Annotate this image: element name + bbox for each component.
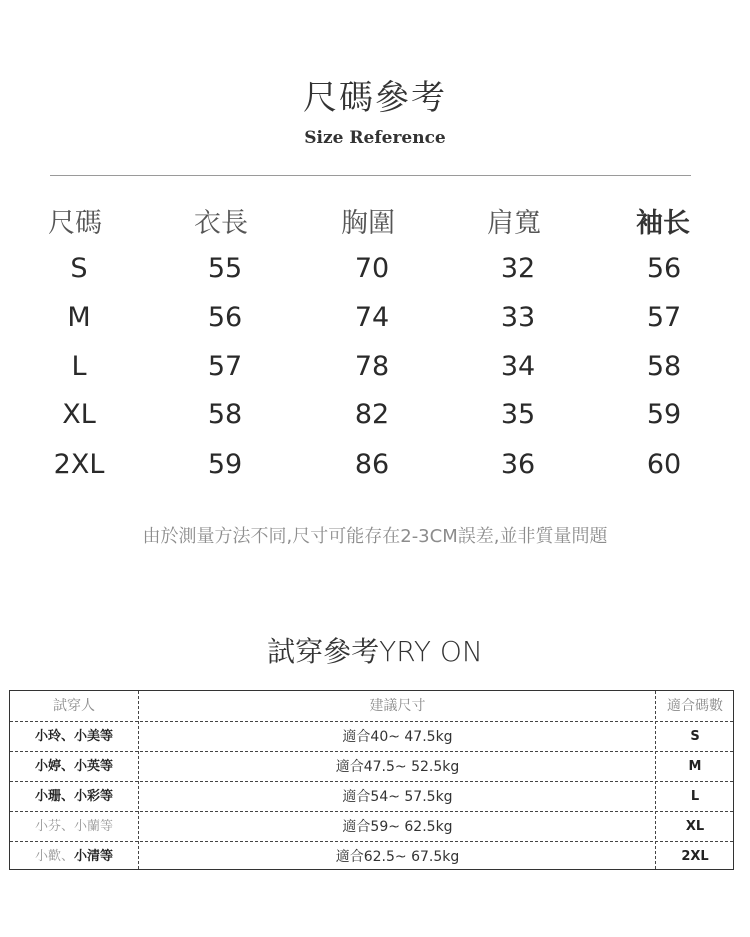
length-cell: 56	[207, 302, 243, 333]
tester-name: 小玲、小美等	[34, 729, 113, 744]
weight-range: 適合62.5~ 67.5kg	[335, 849, 460, 865]
shoulder-cell: 36	[500, 449, 536, 480]
measurement-note: 由於測量方法不同,尺寸可能存在2-3CM誤差,並非質量問題	[142, 526, 608, 547]
fit-size: XL	[685, 819, 705, 834]
tester-name-part: 小歡、	[34, 849, 74, 864]
header-sleeve: 袖长	[636, 208, 690, 239]
chest-cell: 78	[354, 351, 390, 382]
sleeve-cell: 60	[646, 449, 682, 480]
length-cell: 57	[207, 351, 243, 382]
tryon-row	[10, 721, 733, 752]
weight-range: 適合54~ 57.5kg	[342, 789, 453, 805]
sleeve-cell: 58	[646, 351, 682, 382]
chest-cell: 82	[354, 399, 390, 430]
shoulder-cell: 33	[500, 302, 536, 333]
tryon-table	[9, 690, 734, 870]
tryon-header-row	[10, 691, 733, 721]
header-chest: 胸圍	[341, 208, 395, 239]
tryon-row	[10, 781, 733, 812]
chest-cell: 86	[354, 449, 390, 480]
size-row	[0, 351, 750, 391]
tester-name: 小婷、小英等	[34, 759, 113, 774]
size-cell: XL	[62, 399, 96, 430]
fit-size: L	[690, 789, 700, 804]
shoulder-cell: 35	[500, 399, 536, 430]
weight-range: 適合40~ 47.5kg	[342, 729, 453, 745]
fit-size: S	[690, 729, 700, 744]
tryon-row	[10, 751, 733, 782]
size-cell: S	[70, 253, 88, 284]
fit-size: M	[688, 759, 702, 774]
length-cell: 58	[207, 399, 243, 430]
size-row	[0, 399, 750, 439]
size-row	[0, 302, 750, 342]
size-cell: M	[67, 302, 91, 333]
header-tester: 試穿人	[53, 698, 95, 714]
size-chart-header	[0, 201, 750, 241]
chest-cell: 70	[354, 253, 390, 284]
tester-name-part: 小清等	[74, 849, 114, 864]
length-cell: 55	[207, 253, 243, 284]
tester-name: 小珊、小彩等	[34, 789, 113, 804]
shoulder-cell: 34	[500, 351, 536, 382]
tryon-row	[10, 811, 733, 842]
header-shoulder: 肩寬	[487, 208, 541, 239]
divider	[50, 175, 691, 176]
sleeve-cell: 59	[646, 399, 682, 430]
header-size: 尺碼	[48, 208, 102, 239]
header-recommended: 建議尺寸	[369, 698, 426, 714]
weight-range: 適合59~ 62.5kg	[342, 819, 453, 835]
tryon-title: 試穿參考YRY ON	[267, 635, 483, 668]
tester-name: 小芬、小蘭等	[34, 819, 113, 834]
shoulder-cell: 32	[500, 253, 536, 284]
size-cell: L	[71, 351, 87, 382]
size-cell: 2XL	[53, 449, 105, 480]
header-fit-size: 適合碼數	[667, 698, 723, 714]
page-title: 尺碼參考	[303, 78, 447, 118]
chest-cell: 74	[354, 302, 390, 333]
sleeve-cell: 57	[646, 302, 682, 333]
tester-name	[10, 842, 138, 872]
size-row	[0, 253, 750, 293]
size-row	[0, 449, 750, 489]
length-cell: 59	[207, 449, 243, 480]
sleeve-cell: 56	[646, 253, 682, 284]
tryon-row	[10, 841, 733, 872]
weight-range: 適合47.5~ 52.5kg	[335, 759, 460, 775]
fit-size: 2XL	[681, 849, 709, 864]
header-length: 衣長	[194, 208, 248, 239]
page-subtitle: Size Reference	[304, 128, 446, 148]
